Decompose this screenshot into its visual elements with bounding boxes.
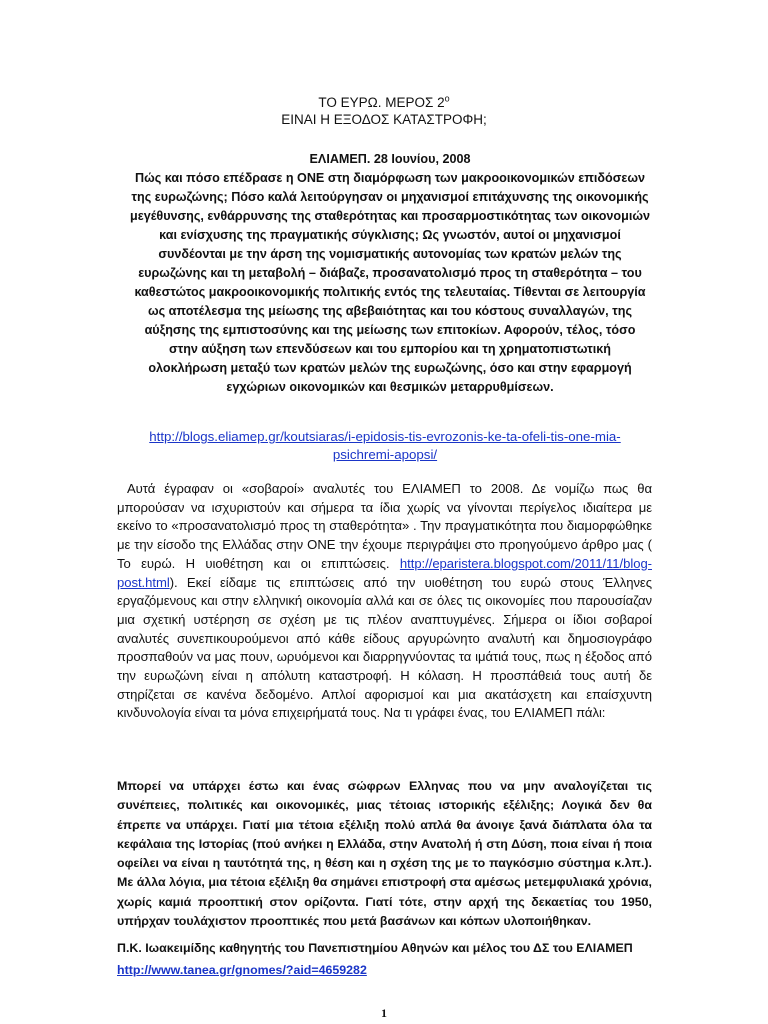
title-line-1: ΤΟ ΕΥΡΩ. ΜΕΡΟΣ $2^o$ [318, 93, 450, 110]
source-link-block [120, 428, 650, 464]
abstract-text: Πώς και πόσο επέδρασε η ΟΝΕ στη διαμόρφωση των μακροοικονομικών επιδόσεων της ευρωζώνης; Πόσο καλά λειτούργησαν οι μηχανισμοί επιτάχυνσης της οικονομικής μεγέθυνσης, ενθάρρυνσης της σταθερότητας και προσαρμοστικότητας των οικονομιών και ενίσχυσης της πραγματικής σύγκλισης; Ως γνωστόν, αυτοί οι μηχανισμοί συνδέονται με την άρση της νομισματικής αυτονομίας των κρατών μελών της ευρωζώνης και τη μεταβολή – διάβαζε, προσανατολισμό προς τη σταθερότητα – του καθεστώτος μακροοικονομικής πολιτικής εντός της τελευταίας. Τίθενται σε λειτουργία ως αποτέλεσμα της μείωσης της αβεβαιότητας και του κόστους συναλλαγών, της αύξησης της εμπιστοσύνης και της μείωσης των επιτοκίων. Αφορούν, τέλος, τόσο στην αύξηση των επενδύσεων και του εμπορίου και τη χρηματοπιστωτική ολοκλήρωση μεταξύ των κρατών μελών της ευρωζώνης, όσο και στην εφαρμογή εγχώριων οικονομικών και θεσμικών μεταρρυθμίσεων. [130, 171, 650, 394]
document-title [0, 94, 768, 128]
blog-post-link[interactable]: http://eparistera.blogspot.com/2011/11/blog-post.html [117, 555, 652, 590]
title-superscript: ο [444, 93, 450, 104]
body-text: Αυτά έγραφαν οι «σοβαροί» αναλυτές του ΕΛΙΑΜΕΠ το 2008. Δε νομίζω πως θα μπορούσαν να ισχυριστούν και σήμερα τα ίδια χωρίς να γίνονται περίγελος ιδιαίτερα με εκείνο το «προσανατολισμό προς τη σταθερότητα» . Την πραγματικότητα που διαμορφώθηκε με την είσοδο της Ελλάδας στην ΟΝΕ την έχουμε περιγράψει στο προηγούμενο άρθρο μας ( Το ευρώ. Η υιοθέτηση και οι επιπτώσεις. http://eparistera.blogspot.com/2011/11/blog-post.html). Εκεί είδαμε τις επιπτώσεις από την υιοθέτηση του ευρώ στους Έλληνες εργαζόμενους και στην ελληνική οικονομία αλλά και σε όλες τις οικονομίες που παρουσίαζαν μια σχετική υστέρηση σε σχέση με τις πλέον αναπτυγμένες. Σήμερα οι ίδιοι σοβαροί αναλυτές συνεπικουρούμενοι από κάθε είδους αργυρώνητο αναλυτή και δημοσιογράφο προσπαθούν να μας πουν, ωρυόμενοι και διαρρηγνύοντας τα ιμάτιά τους, πως η έξοδος από την ευρωζώνη είναι η απόλυτη καταστροφή. Η κόλαση. Η προσπάθειά τους αυτή δε στηρίζεται σε κανένα δεδομένο. Απλοί αφορισμοί και μια ακατάσχετη και επαίσχυντη κινδυνολογία είναι τα μόνα επιχειρήματά τους. Να τι γράφει ένας, του ΕΛΙΑΜΕΠ πάλι: [117, 481, 652, 721]
quote-block [117, 777, 652, 931]
tanea-link[interactable]: http://www.tanea.gr/gnomes/?aid=4659282 [117, 963, 367, 977]
abstract-block [130, 150, 650, 397]
body-paragraph [117, 480, 652, 723]
attribution-link-wrap [117, 961, 367, 980]
quote-attribution: Π.Κ. Ιωακειμίδης καθηγητής του Πανεπιστημίου Αθηνών και μέλος του ΔΣ του ΕΛΙΑΜΕΠ [117, 941, 633, 955]
page-number: 1 [381, 1006, 387, 1020]
source-link[interactable]: http://blogs.eliamep.gr/koutsiaras/i-epidosis-tis-evrozonis-ke-ta-ofeli-tis-one-mia-psichremi-apopsi/ [149, 429, 621, 462]
quote-text: Μπορεί να υπάρχει έστω και ένας σώφρων Ελληνας που να μην αναλογίζεται τις συνέπειες, πολιτικές και οικονομικές, μιας τέτοιας ιστορικής εξέλιξης; Λογικά δεν θα έπρεπε να υπάρχει. Γιατί μια τέτοια εξέλιξη πολύ απλά θα άνοιγε ξανά διάπλατα όλα τα κεφάλαια της Ιστορίας (πού ανήκει η Ελλάδα, στην Ανατολή ή στη Δύση, ποια είναι ή ποια οφείλει να είναι η ταυτότητά της, η θέση και η σχέση της με το παγκόσμιο σύστημα κ.λπ.). Με άλλα λόγια, μια τέτοια εξέλιξη θα σημάνει επιστροφή στα αμέσως μετεμφυλιακά χρόνια, χωρίς καμιά προοπτική στον ορίζοντα. Γιατί τότε, στην αρχή της δεκαετίας του 1950, υπήρχαν τουλάχιστον προοπτικές που μετά βασάνων και κόπων υλοποιήθηκαν. [117, 779, 652, 929]
title-line-2: ΕΙΝΑΙ Η ΕΞΟΔΟΣ ΚΑΤΑΣΤΡΟΦΗ; [281, 112, 487, 127]
dateline: ΕΛΙΑΜΕΠ. 28 Ιουνίου, 2008 [309, 152, 471, 166]
